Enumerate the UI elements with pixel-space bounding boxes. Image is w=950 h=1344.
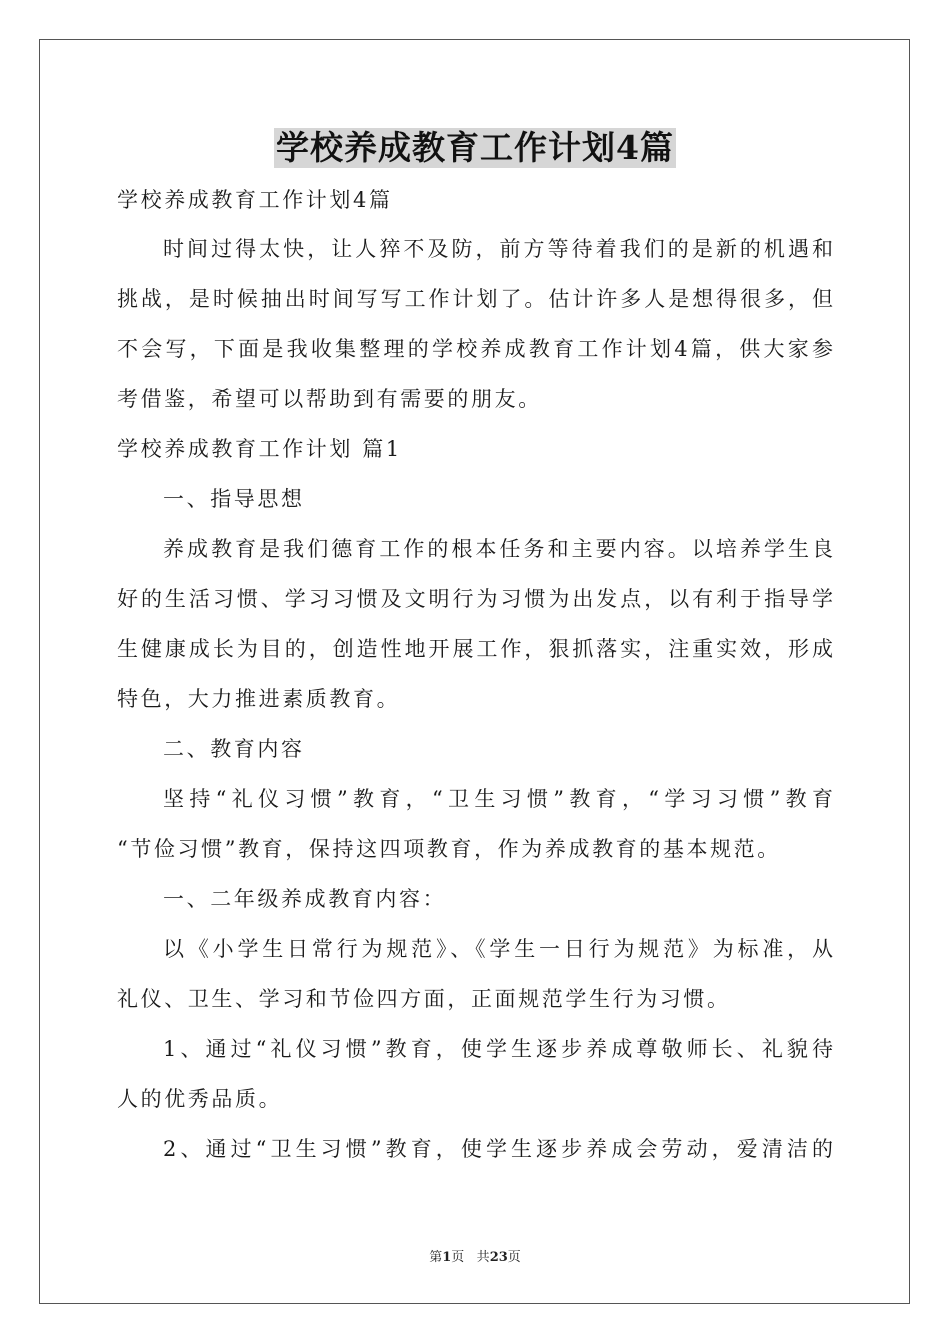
footer-page-prefix: 第 [429,1250,443,1265]
text-line: “节俭习惯”教育，保持这四项教育，作为养成教育的基本规范。 [117,837,781,861]
text-line: 二、教育内容 [163,737,305,761]
text-line: 考借鉴，希望可以帮助到有需要的朋友。 [117,387,542,411]
text-line: 人的优秀品质。 [117,1087,283,1111]
text-line: 坚持“礼仪习惯”教育，“卫生习惯”教育，“学习习惯”教育 [163,787,833,811]
text-line: 时间过得太快，让人猝不及防，前方等待着我们的是新的机遇和 [163,237,833,261]
document-title: 学校养成教育工作计划4篇 [276,128,674,167]
text-line: 养成教育是我们德育工作的根本任务和主要内容。以培养学生良 [163,537,833,561]
text-line: 特色，大力推进素质教育。 [117,687,401,711]
text-line: 不会写，下面是我收集整理的学校养成教育工作计划4篇，供大家参 [117,337,833,361]
text-line: 以《小学生日常行为规范》、《学生一日行为规范》为标准，从 [163,937,833,961]
title-container [0,128,950,168]
text-line: 一、指导思想 [163,487,305,511]
text-line: 学校养成教育工作计划 篇1 [117,437,402,461]
footer-total-suffix: 页 [507,1250,521,1265]
footer-page-number: 1 [442,1250,452,1265]
footer-total-prefix: 共 [476,1250,490,1265]
text-line: 学校养成教育工作计划4篇 [117,188,393,212]
document-body [117,176,833,1174]
text-line: 1、通过“礼仪习惯”教育，使学生逐步养成尊敬师长、礼貌待 [163,1037,833,1061]
page-footer [0,1246,950,1265]
text-line: 挑战，是时候抽出时间写写工作计划了。估计许多人是想得很多，但 [117,287,833,311]
footer-page-suffix: 页 [451,1250,465,1265]
text-line: 好的生活习惯、学习习惯及文明行为习惯为出发点，以有利于指导学 [117,587,833,611]
text-line: 一、二年级养成教育内容： [163,887,447,911]
text-line: 2、通过“卫生习惯”教育，使学生逐步养成会劳动，爱清洁的 [163,1137,833,1161]
text-line: 礼仪、卫生、学习和节俭四方面，正面规范学生行为习惯。 [117,987,731,1011]
text-line: 生健康成长为目的，创造性地开展工作，狠抓落实，注重实效，形成 [117,637,833,661]
footer-total-pages: 23 [489,1250,508,1265]
